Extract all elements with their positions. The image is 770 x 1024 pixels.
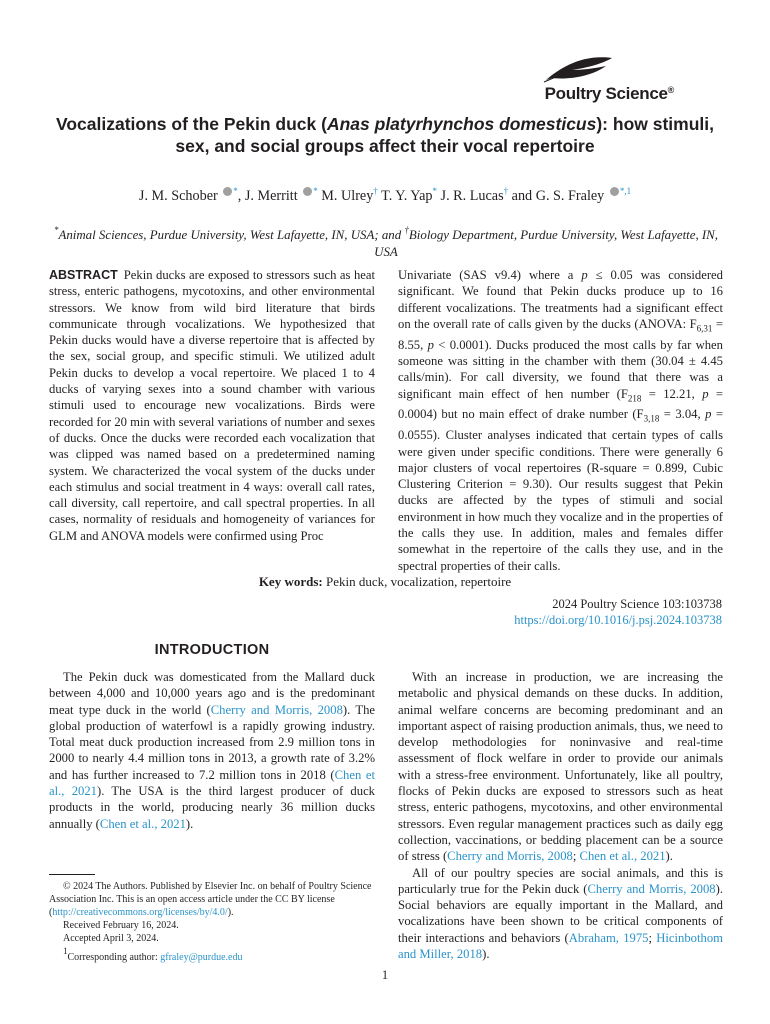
accepted-date: Accepted April 3, 2024. <box>63 933 159 944</box>
author: J. R. Lucas† and <box>440 186 536 204</box>
doi-link[interactable]: https://doi.org/10.1016/j.psj.2024.103738 <box>514 613 722 627</box>
author: G. S. Fraley $^{*,1}$ <box>535 186 632 204</box>
footnotes <box>49 880 375 964</box>
received-date: Received February 16, 2024. <box>63 920 179 931</box>
abstract-text-right: Univariate (SAS v9.4) where a p ≤ 0.05 was considered significant. We found that Pekin ducks produce up to 16 different vocalizations. The treatments had a significant effect on the overall rate of calls given by the ducks (ANOVA: $F_{6,31} = 8.55$, p < 0.0001). Ducks produced the most calls by far when someone was sitting in the chamber with them (30.04 ± 4.45 calls/min). For call diversity, we found that there was a significant main effect of hen number ($F_{218} = 12.21$, p = 0.0004) but no main effect of drake number ($F_{3,18} = 3.04$, p = 0.0555). Cluster analyses indicated that certain types of calls were given under specific conditions. There were generally 6 major clusters of vocal repertoires (R-square = 0.899, Cubic Clustering Criterion = 9.30). Our results suggest that Pekin ducks are affected by the types of stimuli and social environment in how much they vocalize and in the properties of the calls they use. In addition, males and females differ somewhat in the repertoire of the calls they use, and in the spectral properties of their calls. <box>398 268 723 573</box>
intro-paragraph-3: All of our poultry species are social animals, and this is particularly true for the Pekin duck (Cherry and Morris, 2008). Social behaviors are equally important in the Mallard, and vocalizations have been shown to be critical components of their interactions and behaviors (Abraham, 1975; Hicinbothom and Miller, 2018). <box>398 865 723 962</box>
journal-logo[interactable] <box>542 40 722 103</box>
ref-link[interactable]: Chen et al., 2021 <box>579 849 666 864</box>
page-number: 1 <box>381 968 389 982</box>
ref-link[interactable]: Hicinbothom and Miller, 2018 <box>398 930 723 962</box>
ref-link[interactable]: Abraham, 1975 <box>568 930 649 945</box>
intro-paragraph-1: The Pekin duck was domesticated from the Mallard duck between 4,000 and 10,000 years ago and is the predominant meat type duck in the world (Cherry and Morris, 2008). The global production of waterfowl is a rapidly growing industry. Total meat duck production increased from 2.9 million tons in 2000 to nearly 4.4 million tons in 2013, a growth rate of 3.2% and has further increased to 7.2 million tons in 2018 (Chen et al., 2021). The USA is the third largest producer of duck products in the world, producing nearly 36 million ducks annually (Chen et al., 2021). <box>49 670 376 831</box>
author: T. Y. Yap* <box>381 186 437 204</box>
orcid-icon[interactable] <box>303 187 312 196</box>
author: M. Ulrey† <box>321 186 378 204</box>
license-note: © 2024 The Authors. Published by Elsevier Inc. on behalf of Poultry Science Association Inc. This is an open access article under the CC BY license (http://creativecommons.org/licenses/by/4.0/). <box>49 881 372 918</box>
footnote-divider <box>49 874 95 875</box>
introduction-left-column <box>49 669 375 832</box>
intro-paragraph-2: With an increase in production, we are increasing the metabolic and physical demands on these ducks. In addition, animal welfare concerns are becoming predominant and an important aspect of raising production animals, thus, we need to develop methodologies for noninvasive and real-time assessment of flock welfare in order to provide our animals with a stress-free environment. Unfortunately, like all poultry, flocks of Pekin ducks are exposed to stressors such as heat stress, enteric pathogens, mycotoxins, and other environmental stressors. Even regular management practices such as daily egg collection, vaccinations, or bedding placement can be a source of stress (Cherry and Morris, 2008; Chen et al., 2021). <box>398 670 723 864</box>
abstract-left-column <box>49 267 375 544</box>
introduction-heading: INTRODUCTION <box>154 642 270 658</box>
orcid-icon[interactable] <box>223 187 232 196</box>
abstract-text-left: Pekin ducks are exposed to stressors such as heat stress, enteric pathogens, mycotoxins, and other environmental stressors. We know from wild bird literature that birds communicate through vocalizations. We hypothesized that Pekin ducks would have a diverse repertoire that is affected by the sex, social group, and specific stimuli. We utilized adult Pekin ducks to develop a vocal repertoire. We placed 1 to 4 ducks of varying sexes into a sound chamber with various stimuli used to encourage new vocalizations. Birds were recorded for 20 min with several variations of number and sexes of ducks. Once the ducks were recorded each vocalization that was clipped was named based on a predetermined naming system. We characterized the vocal system of the ducks under each stimulus and social treatment in 4 ways: overall call rates, call diversity, call repertoire, and call spectral properties. In all cases, normality of residuals and homogeneity of variances for GLM and ANOVA models were confirmed using Proc <box>49 268 375 543</box>
keywords: Key words: Pekin duck, vocalization, repertoire <box>258 574 512 589</box>
journal-name: Poultry Science® <box>544 84 674 103</box>
ref-link[interactable]: Chen et al., 2021 <box>49 767 375 799</box>
feather-quill-icon <box>542 40 632 84</box>
ref-link[interactable]: Cherry and Morris, 2008 <box>210 702 343 717</box>
corresponding-author: 1Corresponding author: gfraley@purdue.edu <box>63 946 243 963</box>
abstract-right-column <box>398 267 723 574</box>
ref-link[interactable]: Cherry and Morris, 2008 <box>587 881 716 896</box>
author-list <box>40 186 730 205</box>
author: J. Merritt * <box>244 186 318 204</box>
ref-link[interactable]: Cherry and Morris, 2008 <box>447 849 573 864</box>
article-title: Vocalizations of the Pekin duck (Anas platyrhynchos domesticus): how stimuli, sex, and social groups affect their vocal repertoire <box>55 114 714 156</box>
author: J. M. Schober *, <box>138 186 245 204</box>
license-link[interactable]: http://creativecommons.org/licenses/by/4.0/ <box>52 907 228 918</box>
email-link[interactable]: gfraley@purdue.edu <box>160 952 243 963</box>
introduction-right-column <box>398 669 723 962</box>
affiliations: *Animal Sciences, Purdue University, West Lafayette, IN, USA; and †Biology Department, Purdue University, West Lafayette, IN, USA <box>53 225 719 259</box>
citation-info <box>514 596 722 628</box>
ref-link[interactable]: Chen et al., 2021 <box>99 816 186 831</box>
orcid-icon[interactable] <box>610 187 619 196</box>
citation-line: 2024 Poultry Science 103:103738 <box>552 597 722 611</box>
abstract-heading: ABSTRACT <box>49 268 118 282</box>
